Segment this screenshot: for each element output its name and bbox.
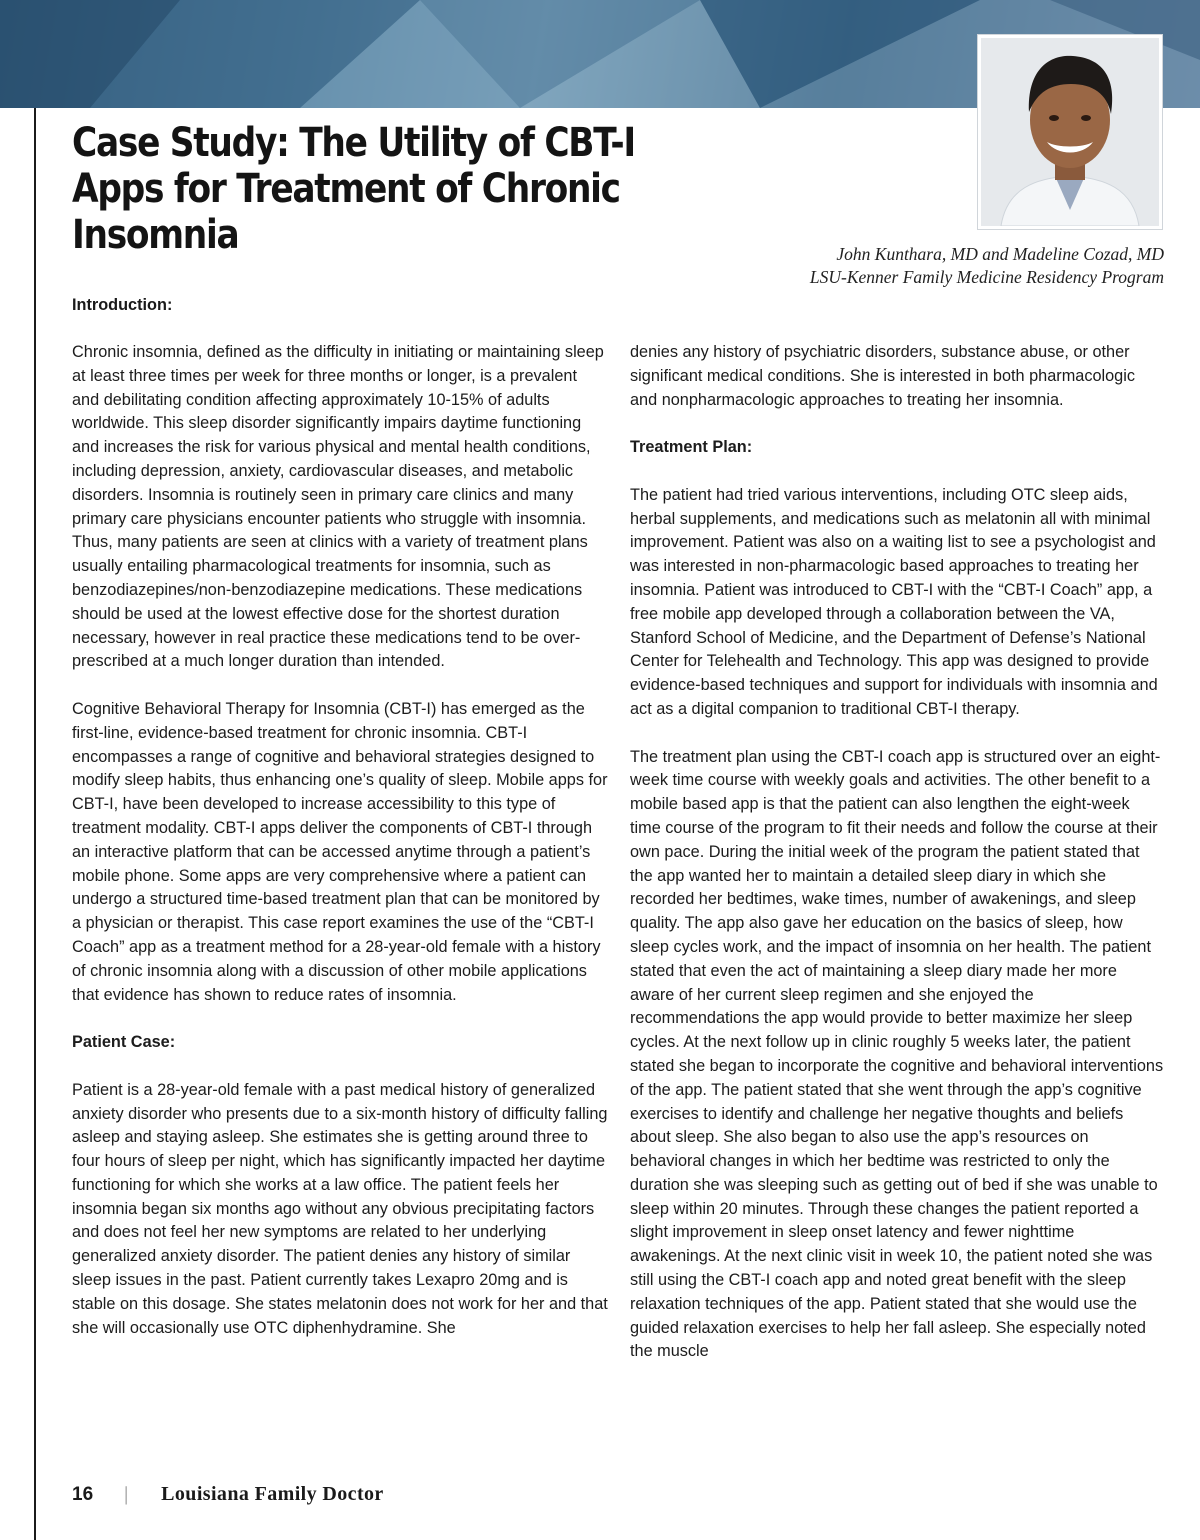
left-column: [72, 341, 608, 1364]
patient-case-paragraph: Patient is a 28-year-old female with a past medical history of generalized anxiety disorder who presents due to a six-month history of difficulty falling asleep and staying asleep. She estimates she is getting around three to four hours of sleep per night, which has significantly impacted her daytime functioning for which she works at a law office. The patient feels her insomnia began six months ago without any obvious precipitating factors and does not feel her new symptoms are related to her underlying generalized anxiety disorder. The patient denies any history of similar sleep issues in the past. Patient currently takes Lexapro 20mg and is stable on this dosage. She states melatonin does not work for her and that she will occasionally use OTC diphenhydramine. She: [72, 1080, 608, 1337]
treatment-plan-heading: Treatment Plan:: [630, 438, 753, 457]
author-photo: [978, 35, 1162, 229]
patient-case-paragraph-continued: denies any history of psychiatric disorders, substance abuse, or other significant medical conditions. She is interested in both pharmacologic and nonpharmacologic approaches to treating her insomnia.: [630, 343, 1135, 409]
intro-paragraph-2: Cognitive Behavioral Therapy for Insomnia (CBT-I) has emerged as the first-line, evidence-based treatment for chronic insomnia. CBT-I encompasses a range of cognitive and behavioral strategies designed to modify sleep habits, thus enhancing one’s quality of sleep. Mobile apps for CBT-I, have been developed to increase accessibility to this type of treatment modality. CBT-I apps deliver the components of CBT-I through an interactive platform that can be accessed anytime through a patient’s mobile phone. Some apps are very comprehensive where a patient can undergo a structured time-based treatment plan that can be monitored by a physician or therapist. This case report examines the use of the “CBT-I Coach” app as a treatment method for a 28-year-old female with a history of chronic insomnia along with a discussion of other mobile applications that evidence has shown to reduce rates of insomnia.: [72, 699, 608, 1004]
introduction-heading: Introduction:: [72, 296, 173, 314]
author-affiliation: LSU-Kenner Family Medicine Residency Program: [809, 267, 1164, 287]
portrait-photo-icon: [981, 38, 1159, 226]
page-footer: [72, 1483, 384, 1506]
patient-case-heading: Patient Case:: [72, 1033, 176, 1052]
page-number: 16: [72, 1484, 94, 1505]
right-column: [630, 341, 1164, 1388]
intro-paragraph-1: Chronic insomnia, defined as the difficulty in initiating or maintaining sleep at least three times per week for three months or longer, is a prevalent and debilitating condition affecting approximately 10-15% of adults worldwide. This sleep disorder significantly impairs daytime functioning and increases the risk for various physical and mental health conditions, including depression, anxiety, cardiovascular diseases, and metabolic disorders. Insomnia is routinely seen in primary care clinics and many primary care physicians encounter patients who struggle with insomnia. Thus, many patients are seen at clinics with a variety of treatment plans usually entailing pharmacological treatments for insomnia, such as benzodiazepines/non-benzodiazepine medications. These medications should be used at the lowest effective dose for the shortest duration necessary, however in real practice these medications tend to be over-prescribed at a much longer duration than intended.: [72, 343, 604, 671]
article-title: Case Study: The Utility of CBT-I Apps for Treatment of Chronic Insomnia: [72, 120, 635, 258]
author-byline: [810, 243, 1164, 289]
treatment-paragraph-2: The treatment plan using the CBT-I coach app is structured over an eight-week time course with weekly goals and activities. The other benefit to a mobile based app is that the patient can also lengthen the eight-week time course of the program to fit their needs and follow the course at their own pace. During the initial week of the program the patient stated that the app wanted her to maintain a detailed sleep diary in which she recorded her bedtimes, wake times, number of awakenings, and sleep quality. The app also gave her education on the basics of sleep, how sleep cycles work, and the impact of insomnia on her health. The patient stated that even the act of maintaining a sleep diary made her more aware of her current sleep regimen and she enjoyed the recommendations the app would provide to better maximize her sleep cycles. At the next follow up in clinic roughly 5 weeks later, the patient stated she began to incorporate the cognitive and behavioral interventions of the app. The patient stated that she went through the app’s cognitive exercises to identify and challenge her negative thoughts and beliefs about sleep. She also began to also use the app’s resources on behavioral changes in which her bedtime was restricted to only the duration she was sleeping such as getting out of bed if she was unable to sleep within 20 minutes. Through these changes the patient reported a slight improvement in sleep onset latency and fewer nighttime awakenings. At the next clinic visit in week 10, the patient noted she was still using the CBT-I coach app and noted great benefit with the sleep relaxation techniques of the app. Patient stated that she would use the guided relaxation exercises to help her fall asleep. She especially noted the muscle: [630, 747, 1164, 1361]
footer-separator: |: [124, 1483, 129, 1505]
treatment-paragraph-1: The patient had tried various interventions, including OTC sleep aids, herbal supplements, and medications such as melatonin all with minimal improvement. Patient was also on a waiting list to see a psychologist and was interested in non-pharmacologic based approaches to treating her insomnia. Patient was introduced to CBT-I with the “CBT-I Coach” app, a free mobile app developed through a collaboration between the VA, Stanford School of Medicine, and the Department of Defense’s National Center for Telehealth and Technology. This app was designed to provide evidence-based techniques and support for individuals with insomnia and act as a digital companion to traditional CBT-I therapy.: [630, 485, 1158, 718]
left-margin-rule: [34, 108, 36, 1540]
author-names: John Kunthara, MD and Madeline Cozad, MD: [836, 244, 1164, 264]
publication-name: Louisiana Family Doctor: [161, 1483, 384, 1505]
